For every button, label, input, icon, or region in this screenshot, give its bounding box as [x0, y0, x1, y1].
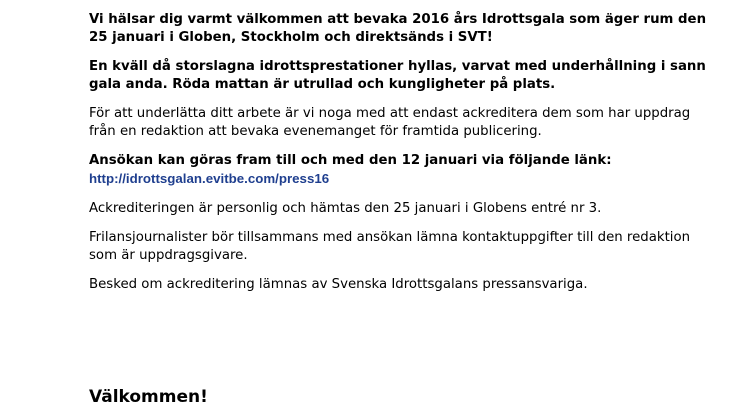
document-body [89, 11, 709, 294]
closing-heading: Välkommen! [89, 387, 208, 407]
application-text: Ansökan kan göras fram till och med den 12 januari via följande länk: [89, 153, 612, 168]
intro-paragraph-2: En kväll då storslagna idrottsprestationer hyllas, varvat med underhållning i sann gala anda. Röda mattan är utrullad och kungligheter på plats. [89, 59, 706, 92]
accreditation-paragraph: För att underlätta ditt arbete är vi noga med att endast ackreditera dem som har uppdrag från en redaktion att bevaka evenemanget för framtida publicering. [89, 106, 691, 139]
freelance-paragraph: Frilansjournalister bör tillsammans med ansökan lämna kontaktuppgifter till den redaktion som är uppdragsgivare. [89, 230, 691, 263]
personal-paragraph: Ackrediteringen är personlig och hämtas den 25 januari i Globens entré nr 3. [89, 201, 602, 216]
application-paragraph [89, 152, 709, 189]
notice-paragraph: Besked om ackreditering lämnas av Svenska Idrottsgalans pressansvariga. [89, 277, 588, 292]
intro-paragraph-1: Vi hälsar dig varmt välkommen att bevaka 2016 års Idrottsgala som äger rum den 25 januari i Globen, Stockholm och direktsänds i SVT! [89, 12, 707, 45]
application-link[interactable]: http://idrottsgalan.evitbe.com/press16 [89, 171, 330, 186]
